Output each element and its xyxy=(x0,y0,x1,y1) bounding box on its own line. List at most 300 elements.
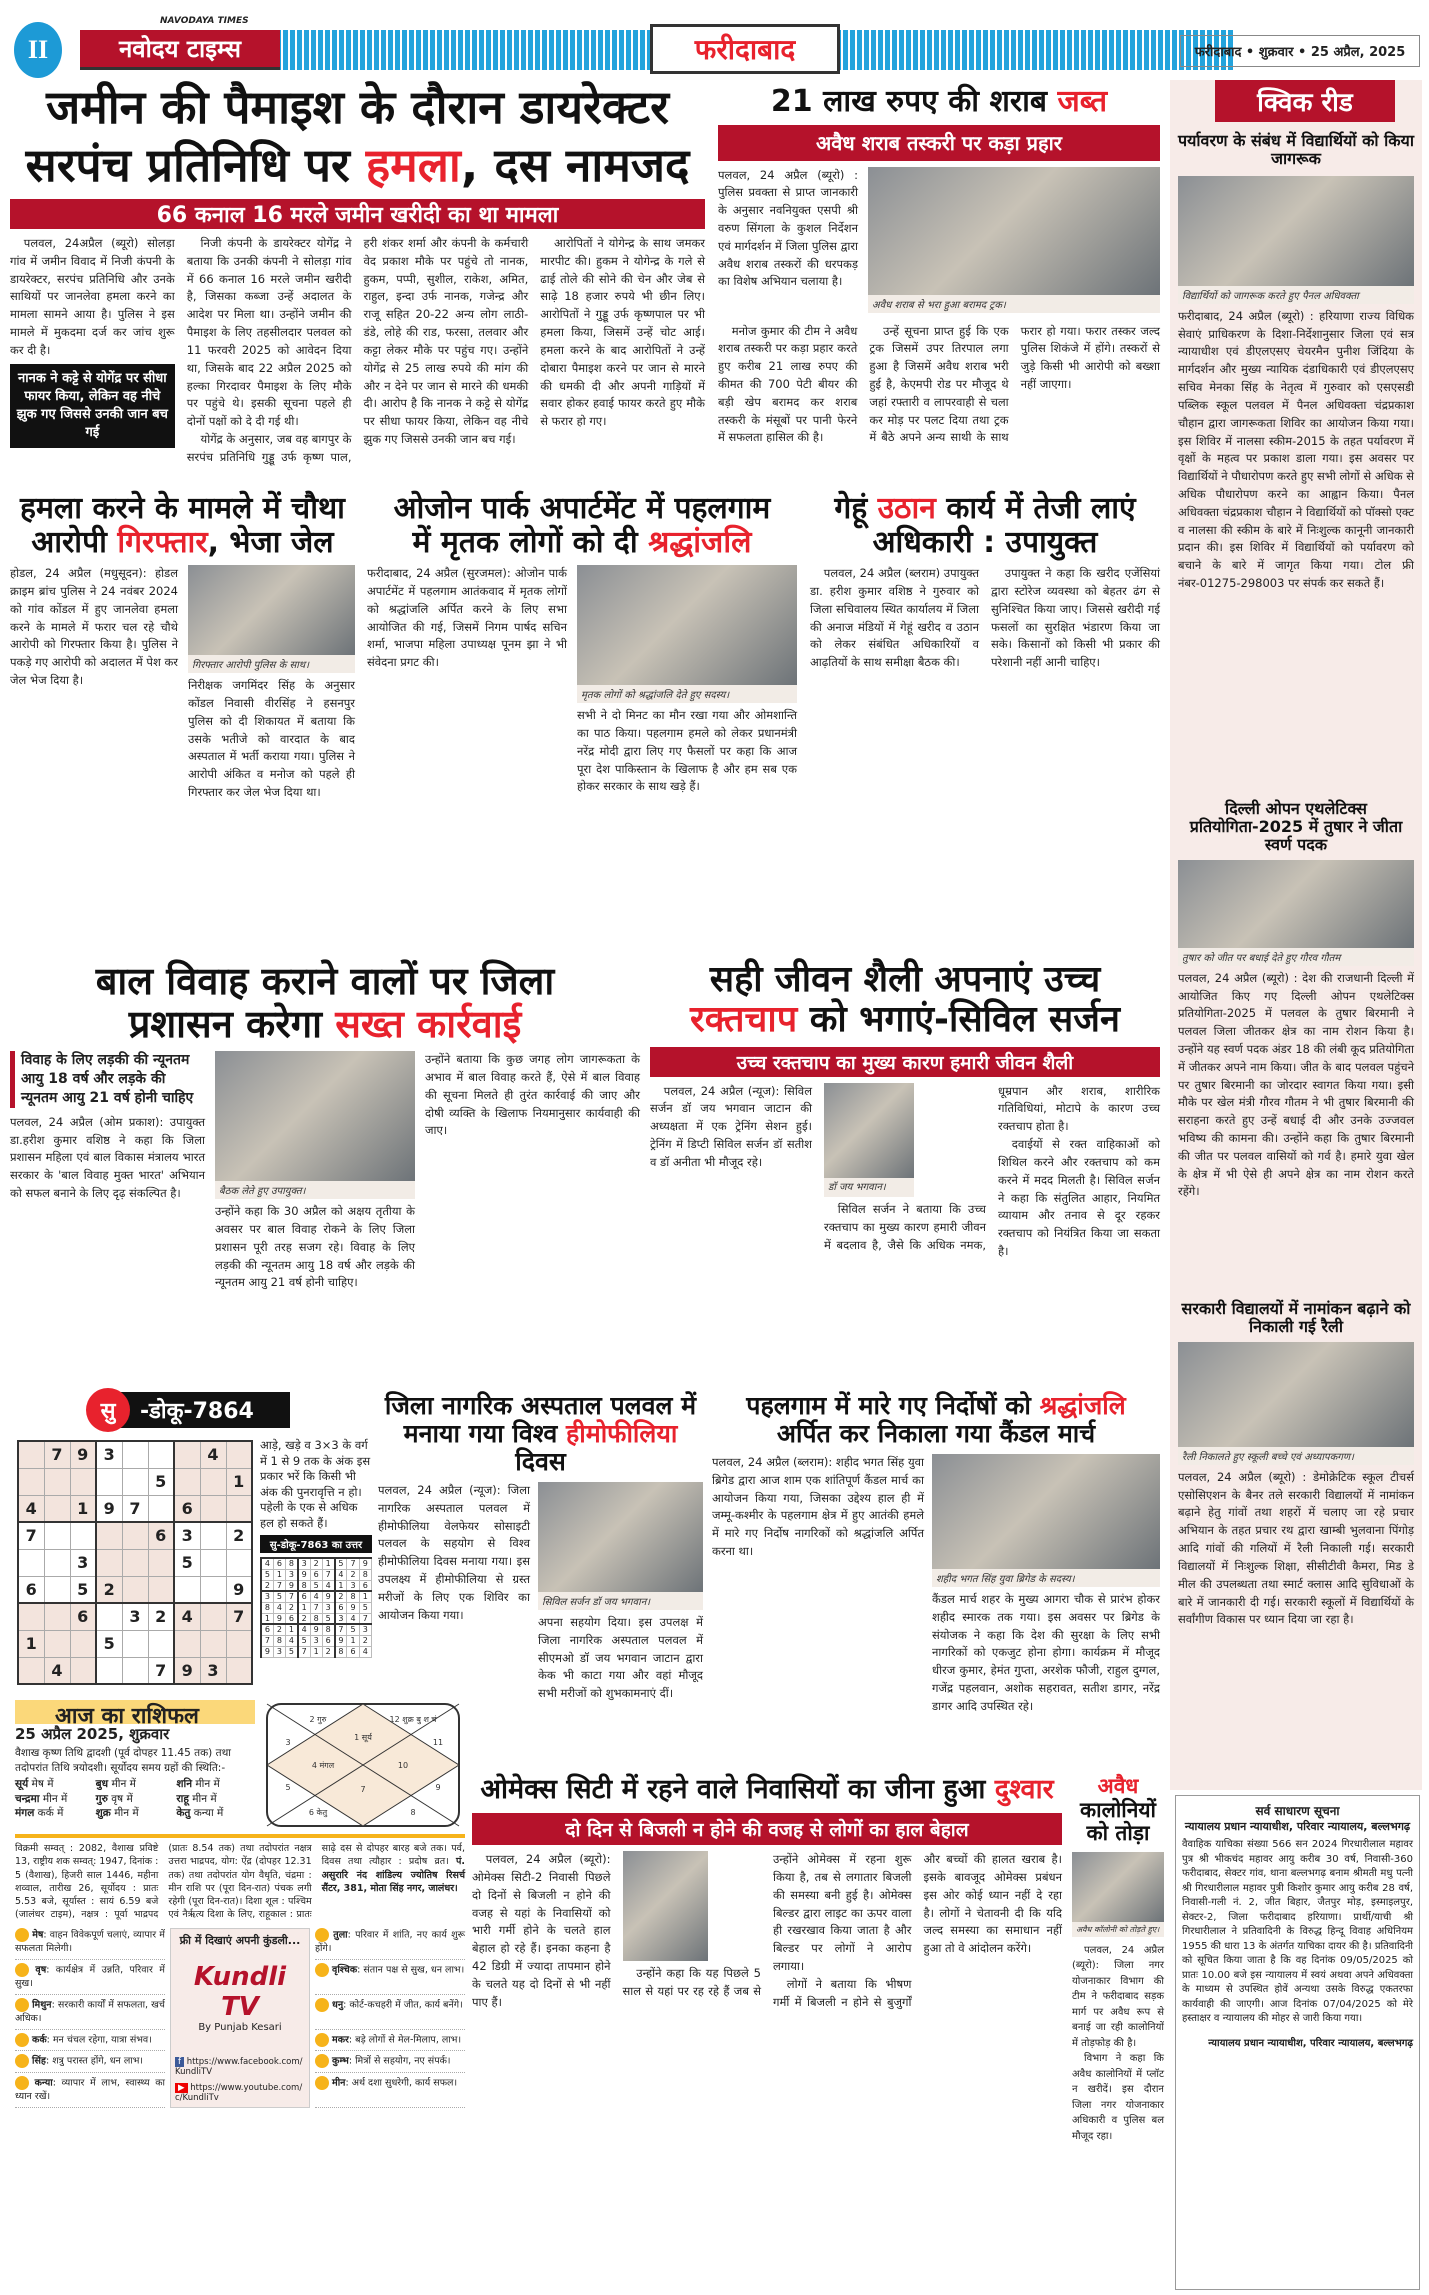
quick-item-body: फरीदाबाद, 24 अप्रैल (ब्यूरो) : हरियाणा राज्य विधिक सेवाएं प्राधिकरण के दिशा-निर्देशानुसार जिला एवं सत्र न्यायाधीश एवं डीएलएसए चेयरमैन पुनीश जिंदिया के मार्गदर्शन और मुख्य न्यायिक दंडाधिकारी एवं डीएलएसए सचिव मेनका सिंह के नेतृत्व में गुरुवार को एसएसडी पब्लिक स्कूल पलवल में पैनल अधिवक्ता चंद्रप्रकाश चौहान द्वारा जागरूकता शिविर का आयोजन किया गया। इस शिविर में नालसा स्कीम-2015 के तहत पर्यावरण में वृक्षों के महत्व पर प्रकाश डाला गया। इस अवसर पर विद्यार्थियों ने पौधारोपण करते हुए सभी लोगों से अधिक से अधिक पौधारोपण करने का आह्वान किया। पैनल अधिवक्ता चंद्रप्रकाश चौहान ने विद्यार्थियों को पॉक्सो एक्ट व नालसा की स्कीम के बारे में निःशुल्क कानूनी जानकारी प्रदान की। इस शिविर में विद्यार्थियों को पर्यावरण को बचाने के बारे में जागृत किया गया। टोल फ्री नंबर-01275-298003 पर संपर्क कर सकते हैं। xyxy=(1178,308,1414,590)
planet-position: शुक्र मीन में xyxy=(95,1806,139,1819)
solution-cell: 4 xyxy=(286,1635,298,1646)
sudoku-cell[interactable] xyxy=(18,1441,44,1468)
rashi-item: कर्क: मन चंचल रहेगा, यात्रा संभव। xyxy=(15,2033,165,2052)
sudoku-cell[interactable]: 1 xyxy=(18,1630,44,1657)
sudoku-cell[interactable] xyxy=(18,1657,44,1684)
liquor-headline: 21 लाख रुपए की शराब जब्त xyxy=(770,84,1108,119)
quick-item-headline: दिल्ली ओपन एथलेटिक्स प्रतियोगिता-2025 में तुषार ने जीता स्वर्ण पदक xyxy=(1189,799,1403,854)
sudoku-cell[interactable] xyxy=(44,1468,70,1495)
solution-cell: 9 xyxy=(359,1558,371,1569)
bp-body: पलवल, 24 अप्रैल (न्यूज): सिविल सर्जन डॉ जय भगवान जाटान की अध्यक्षता में एक ट्रेनिंग सेशन हुई। ट्रेनिंग में डिप्टी सिविल सर्जन डॉ सतीश व डॉ अनीता भी मौजूद रहे। डॉ जय भगवान। सिविल सर्जन ने बताया कि उच्च रक्तचाप का मुख्य कारण हमारी जीवन में बदलाव है, जैसे कि अधिक नमक, धूम्रपान और शराब, शारीरिक गतिविधियां, मोटापे के कारण उच्च रक्तचाप होता है। दवाईयों से रक्त वाहिकाओं को शिथिल करने और रक्तचाप को कम करने में मदद मिलती है। सिविल सर्जन ने कहा कि संतुलित आहार, नियमित व्यायाम और तनाव से दूर रहकर रक्तचाप को नियंत्रित किया जा सकता है। xyxy=(650,1083,1160,1258)
solution-cell: 2 xyxy=(310,1558,322,1569)
solution-cell: 8 xyxy=(298,1580,310,1591)
quick-item-body: पलवल, 24 अप्रैल (ब्यूरो) : डेमोक्रेटिक स्कूल टीचर्स एसोसिएशन के बैनर तले सरकारी विद्यालयों में नामांकन बढ़ाने हेतु गांवों तथा शहरों में चलाए जा रहे प्रचार अभियान के तहत प्रचार रथ द्वारा खाम्बी भुलवाना पिंगोड़ आदि गांवों की गलियों में रैली निकाली गई। सरकारी विद्यालयों में निःशुल्क शिक्षा, सीसीटीवी कैमरा, मिड डे मील की उपलब्धता तथा स्मार्ट क्लास आदि सुविधाओं के बारे में जानकारी दी गई। सरकारी स्कूलों में विद्यार्थियों के सर्वांगीण विकास पर ध्यान दिया जा रहा है। xyxy=(1178,1469,1414,1627)
solution-cell: 3 xyxy=(286,1569,298,1580)
colonies-headline: अवैध कालोनियों को तोड़ा xyxy=(1080,1774,1156,1846)
planet-position: गुरु वृष में xyxy=(95,1792,133,1805)
rashifal-date: 25 अप्रैल 2025, शुक्रवार xyxy=(15,1725,170,1743)
sudoku-cell[interactable]: 6 xyxy=(174,1495,200,1522)
candle-body-1: पलवल, 24 अप्रैल (ब्लराम): शहीद भगत सिंह युवा ब्रिगेड द्वारा आज शाम एक शांतिपूर्ण कैंडल मार्च का आयोजन किया गया, जिसका उद्देश्य हाल ही में जम्मू-कश्मीर के पहलगाम क्षेत्र में हुए आतंकी हमले में मारे गए निर्दोष नागरिकों को श्रद्धांजलि अर्पित करना था। xyxy=(712,1455,924,1559)
solution-cell: 3 xyxy=(261,1591,273,1602)
sudoku-cell[interactable]: 4 xyxy=(44,1657,70,1684)
page-number: II xyxy=(14,22,62,78)
solution-cell: 1 xyxy=(359,1591,371,1602)
solution-cell: 8 xyxy=(261,1602,273,1613)
solution-cell: 9 xyxy=(273,1613,285,1624)
solution-cell: 2 xyxy=(322,1646,334,1657)
solution-cell: 4 xyxy=(261,1558,273,1569)
sudoku-cell[interactable]: 6 xyxy=(148,1522,174,1549)
solution-cell: 6 xyxy=(335,1602,347,1613)
ad-brand: Kundli TV xyxy=(193,1961,287,2022)
zodiac-icon xyxy=(315,1963,329,1977)
quick-item-3 xyxy=(1178,1300,1414,1769)
ad-title: फ्री में दिखाएं अपनी कुंडली... xyxy=(179,1933,301,1947)
edition-city: फरीदाबाद xyxy=(650,24,840,74)
sudoku-cell[interactable] xyxy=(148,1549,174,1576)
liquor-body-1: पलवल, 24 अप्रैल (ब्यूरो) : पुलिस प्रवक्ता से प्राप्त जानकारी के अनुसार नवनियुक्त एसपी श्री वरुण सिंगला के कुशल निर्देशन एवं मार्गदर्शन में जिला पुलिस द्वारा अवैध शराब तस्करों की धरपकड़ का विशेष अभियान चलाया है। xyxy=(718,167,858,289)
sudoku-title: सु -डोकू-7864 xyxy=(100,1392,290,1428)
ozone-headline-1: ओजोन पार्क अपार्टमेंट में पहलगाम xyxy=(393,491,771,526)
child-marriage-body-2: उन्होंने कहा कि 30 अप्रैल को अक्षय तृतीया के अवसर पर बाल विवाह रोकने के लिए जिला प्रशासन पूरी तरह सजग रहे। विवाह के लिए लड़की की न्यूनतम आयु 18 वर्ष और लड़के की न्यूनतम आयु 21 वर्ष होनी चाहिए। xyxy=(215,1204,415,1290)
sudoku-cell[interactable] xyxy=(200,1495,226,1522)
youtube-icon: ▶ xyxy=(175,2083,188,2093)
zodiac-icon xyxy=(315,1928,329,1942)
planet-position: शनि मीन में xyxy=(176,1778,220,1791)
kundli-tv-ad[interactable] xyxy=(170,1928,310,2108)
rashi-item: कुम्भ: मित्रों से सहयोग, नए संपर्क। xyxy=(315,2054,465,2073)
arrest-body-1: होडल, 24 अप्रैल (मधुसूदन): होडल क्राइम ब्रांच पुलिस ने 24 नवंबर 2024 को गांव कोंडल में हुए जानलेवा हमला करने के मामले में फरार चल रहे चौथे आरोपी को गिरफ्तार किया है। पुलिस ने पकड़े गए आरोपी को अदालत में पेश कर जेल भेज दिया है। xyxy=(10,566,178,688)
meeting-photo xyxy=(215,1051,415,1181)
solution-cell: 7 xyxy=(347,1558,359,1569)
planet-position: राहू मीन में xyxy=(176,1792,217,1805)
quick-item-body: पलवल, 24 अप्रैल (ब्यूरो) : देश की राजधानी दिल्ली में आयोजित किए गए दिल्ली ओपन एथलेटिक्स प्रतियोगिता-2025 में पलवल के तुषार बिरमानी ने पलवल जिला जीतकर क्षेत्र का नाम रोशन किया है। उन्होंने यह स्वर्ण पदक अंडर 18 की लंबी कूद प्रतियोगिता में जीतकर अपने नाम किया। जीत के बाद पलवल पहुंचने पर तुषार बिरमानी का जोरदार स्वागत किया गया। इसी मौके पर खेल मंत्री गौरव गौतम ने भी तुषार बिरमानी की सराहना करते हुए उन्हें बधाई दी और उनके उज्जवल भविष्य की कामना की। उन्होंने कहा कि तुषार बिरमानी की जीत पर पलवल वासियों को गर्व है। हमारे युवा खेल के क्षेत्र में भी ऐसे ही अपने क्षेत्र का नाम रोशन करते रहेंगे। xyxy=(1178,970,1414,1199)
bp-subheadline: उच्च रक्तचाप का मुख्य कारण हमारी जीवन शैली xyxy=(650,1047,1160,1077)
solution-cell: 1 xyxy=(273,1569,285,1580)
colonies-caption: अवैध कॉलोनी को तोड़ते हुए। xyxy=(1072,1922,1164,1937)
solution-cell: 6 xyxy=(310,1569,322,1580)
solution-cell: 7 xyxy=(335,1624,347,1635)
solution-cell: 5 xyxy=(322,1613,334,1624)
candle-march-photo xyxy=(932,1454,1160,1569)
rashi-item: मकर: बड़े लोगों से मेल-मिलाप, लाभ। xyxy=(315,2033,465,2052)
solution-cell: 9 xyxy=(298,1569,310,1580)
sudoku-cell[interactable]: 5 xyxy=(96,1630,122,1657)
ozone-story xyxy=(367,492,797,947)
kundli-house-label: 7 xyxy=(360,1785,366,1794)
ad-facebook-link[interactable]: f https://www.facebook.com/KundliTV xyxy=(175,2056,303,2077)
kundli-house-label: 2 गुरु xyxy=(309,1715,327,1724)
sudoku-cell[interactable] xyxy=(122,1630,148,1657)
solution-cell: 5 xyxy=(335,1558,347,1569)
solution-cell: 2 xyxy=(273,1624,285,1635)
solution-cell: 1 xyxy=(310,1646,322,1657)
bp-story xyxy=(650,960,1160,1372)
sudoku-cell[interactable] xyxy=(18,1468,44,1495)
solution-cell: 3 xyxy=(310,1635,322,1646)
hospital-headline-1: जिला नागरिक अस्पताल पलवल में xyxy=(384,1391,697,1420)
solution-cell: 8 xyxy=(347,1591,359,1602)
sudoku-cell[interactable] xyxy=(44,1630,70,1657)
solution-cell: 8 xyxy=(310,1613,322,1624)
liquor-body-2: मनोज कुमार की टीम ने अवैध शराब तस्करी पर कड़ा प्रहार करते हुए करीब 21 लाख रुपए की कीमत की 700 पेटी बीयर की बड़ी खेप बरामद कर शराब तस्करी के मंसूबों पर पानी फेरने में सफलता हासिल की है। उन्हें सूचना प्राप्त हुई कि एक ट्रक जिसमें उपर तिरपाल लगा हुआ है जिसमें अवैध शराब भरी हुई है, केएमपी रोड पर मौजूद थे जहां रफ्तारी व लापरवाही से चला कर मोड़ पर पलट दिया तथा ट्रक में बैठे अपने अन्य साथी के साथ फरार हो गया। फरार तस्कर जल्द पुलिस शिकंजे में होंगे। तस्करों से जुड़े किसी भी आरोपी को बख्शा नहीं जाएगा। xyxy=(718,323,1160,445)
sudoku-cell[interactable]: 4 xyxy=(18,1495,44,1522)
solution-cell: 4 xyxy=(273,1602,285,1613)
solution-cell: 5 xyxy=(298,1635,310,1646)
wheat-body: पलवल, 24 अप्रैल (ब्लराम) उपायुक्त डा. हरीश कुमार वशिष्ठ ने गुरुवार को जिला सचिवालय स्थित कार्यालय में जिला की अनाज मंडियों में गेहूं खरीद व उठान को लेकर संबंधित अधिकारियों व आढ़तियों के साथ समीक्षा बैठक की। उपायुक्त ने कहा कि खरीद एजेंसियां द्वारा स्टोरेज व्यवस्था को बेहतर ढंग से सुनिश्चित किया जाए। जिससे खरीदी गई फसलों का सुरक्षित भंडारण किया जा सके। किसानों को किसी भी प्रकार की परेशानी नहीं आनी चाहिए। xyxy=(810,566,1160,670)
rashifal-divider xyxy=(15,1834,465,1838)
sudoku-cell[interactable] xyxy=(122,1657,148,1684)
sudoku-cell[interactable]: 5 xyxy=(70,1576,96,1603)
sudoku-cell[interactable] xyxy=(174,1441,200,1468)
quick-item-headline: पर्यावरण के संबंध में विद्यार्थियों को किया जागरूक xyxy=(1178,131,1414,168)
sudoku-solution-title: सु-डोकू-7863 का उत्तर xyxy=(260,1535,372,1553)
sudoku-cell[interactable] xyxy=(174,1576,200,1603)
sudoku-cell[interactable] xyxy=(226,1441,252,1468)
arrest-body-2: निरीक्षक जगमिंदर सिंह के अनुसार कोंडल निवासी वीरसिंह ने हसनपुर पुलिस को दी शिकायत में बताया कि उसके भतीजे को वारदात के बाद अस्पताल में भर्ती कराया गया। पुलिस ने आरोपी अंकित व मनोज को पहले ही गिरफ्तार कर जेल भेज दिया था। xyxy=(188,678,355,800)
rashi-item: मिथुन: सरकारी कार्यों में सफलता, खर्च अधिक। xyxy=(15,1998,165,2030)
solution-cell: 7 xyxy=(286,1591,298,1602)
rashi-item: धनु: कोर्ट-कचहरी में जीत, कार्य बनेंगे। xyxy=(315,1998,465,2030)
colonies-body: पलवल, 24 अप्रैल (ब्यूरो): जिला नगर योजनाकार विभाग की टीम ने फरीदाबाद सड़क मार्ग पर अवैध रूप से बनाई जा रही कालोनियों में तोड़फोड़ की है। विभाग ने कहा कि अवैध कालोनियों में प्लॉट न खरीदें। इस दौरान जिला नगर योजनाकार अधिकारी व पुलिस बल मौजूद रहा। xyxy=(1072,1944,1164,2142)
rashi-item: कन्या: व्यापार में लाभ, स्वास्थ्य का ध्यान रखें। xyxy=(15,2076,165,2108)
rashi-signs xyxy=(15,1928,465,2292)
notice-sign: न्यायालय प्रधान न्यायाधीश, परिवार न्यायालय, बल्लभगढ़ xyxy=(1208,2037,1413,2049)
sudoku-cell[interactable] xyxy=(148,1576,174,1603)
solution-cell: 4 xyxy=(298,1624,310,1635)
sudoku-cell[interactable] xyxy=(174,1468,200,1495)
hospital-body-1: पलवल, 24 अप्रैल (न्यूज): जिला नागरिक अस्पताल पलवल में हीमोफीलिया वेलफेयर सोसाइटी पलवल के सहयोग से विश्व हीमोफीलिया दिवस मनाया गया। इस उपलक्ष्य में हीमोफीलिया से ग्रस्त मरीजों के लिए एक शिविर का आयोजन किया गया। xyxy=(378,1483,530,1622)
sudoku-cell[interactable] xyxy=(200,1468,226,1495)
sudoku-cell[interactable]: 6 xyxy=(70,1603,96,1630)
students-photo xyxy=(1178,176,1414,286)
sudoku-cell[interactable]: 3 xyxy=(96,1441,122,1468)
zodiac-icon xyxy=(315,2033,329,2047)
solution-cell: 2 xyxy=(298,1613,310,1624)
rashifal-title: आज का राशिफल xyxy=(15,1700,255,1724)
sudoku-cell[interactable] xyxy=(122,1468,148,1495)
legal-notice xyxy=(1175,1795,1420,2290)
sudoku-cell[interactable] xyxy=(122,1522,148,1549)
zodiac-icon xyxy=(15,2033,29,2047)
sudoku-cell[interactable]: 3 xyxy=(200,1657,226,1684)
sudoku-cell[interactable]: 7 xyxy=(44,1441,70,1468)
child-marriage-caption: बैठक लेते हुए उपायुक्त। xyxy=(215,1181,415,1199)
sudoku-cell[interactable]: 3 xyxy=(70,1549,96,1576)
solution-cell: 4 xyxy=(335,1569,347,1580)
hospital-story xyxy=(378,1391,703,1701)
solution-cell: 2 xyxy=(261,1580,273,1591)
quick-read-title: क्विक रीड xyxy=(1215,80,1395,122)
solution-cell: 5 xyxy=(310,1580,322,1591)
solution-cell: 4 xyxy=(310,1591,322,1602)
rashi-item: तुला: परिवार में शांति, नए कार्य शुरू होंगे। xyxy=(315,1928,465,1960)
solution-cell: 5 xyxy=(273,1591,285,1602)
sudoku-cell[interactable] xyxy=(226,1549,252,1576)
sudoku-cell[interactable] xyxy=(200,1576,226,1603)
sudoku-cell[interactable]: 3 xyxy=(174,1522,200,1549)
kundli-house-label: 4 मंगल xyxy=(311,1761,335,1770)
solution-cell: 1 xyxy=(335,1580,347,1591)
sudoku-cell[interactable] xyxy=(44,1495,70,1522)
solution-cell: 6 xyxy=(273,1558,285,1569)
zodiac-icon xyxy=(315,2076,329,2090)
rashi-item: सिंह: शत्रु परास्त होंगे, धन लाभ। xyxy=(15,2054,165,2073)
child-marriage-side-quote: विवाह के लिए लड़की की न्यूनतम आयु 18 वर्ष और लड़के की न्यूनतम आयु 21 वर्ष होनी चाहिए xyxy=(10,1051,205,1108)
hospital-caption: सिविल सर्जन डॉ जय भगवान। xyxy=(538,1592,703,1610)
sudoku-cell[interactable] xyxy=(44,1603,70,1630)
kundli-house-label: 11 xyxy=(432,1738,444,1747)
sudoku-grid[interactable] xyxy=(17,1440,253,1685)
solution-cell: 9 xyxy=(335,1635,347,1646)
kundli-house-label: 1 सूर्य xyxy=(354,1733,372,1742)
zodiac-icon xyxy=(15,2076,29,2090)
tribute-photo xyxy=(577,565,797,685)
rashi-item: वृश्चिक: संतान पक्ष से सुख, धन लाभ। xyxy=(315,1963,465,1995)
resident-photo xyxy=(623,1851,708,1961)
liquor-subheadline: अवैध शराब तस्करी पर कड़ा प्रहार xyxy=(718,125,1160,161)
sudoku-cell[interactable] xyxy=(96,1468,122,1495)
zodiac-icon xyxy=(15,2054,29,2068)
panchang: विक्रमी सम्वत् : 2082, वैशाख प्रविष्टे 13, राष्ट्रीय शक सम्वत्: 1947, दिनांक : 5 (वैशाख), हिजरी साल 1446, महीना शव्वाल, तारीख 26, सूर्योदय : प्रातः 5.53 बजे, सूर्यास्त : सायं 6.59 बजे (जालंधर टाइम), नक्षत्र : पूर्वा भाद्रपद (प्रातः 8.54 तक) तथा तदोपरांत नक्षत्र उत्तरा भाद्रपद, योग: ऐंद्र (दोपहर 12.31 तक) तथा तदोपरांत योग वैधृति, चंद्रमा : मीन राशि पर (पूरा दिन-रात) पंचक लगी रहेगी (पूरा दिन-रात)। दिशा शूल : पश्चिम एवं नैर्ऋत्य दिशा के लिए, राहूकाल : प्रातः साढ़े दस से दोपहर बारह बजे तक। पर्व, दिवस तथा त्यौहार : प्रदोष व्रत। पं. असुरारि नंद शांडिल्य ज्योतिष रिसर्च सैंटर, 381, मोता सिंह नगर, जालंधर। xyxy=(15,1843,465,1921)
quick-item-caption: तुषार को जीत पर बधाई देते हुए गौरव गौतम xyxy=(1178,948,1414,966)
solution-cell: 8 xyxy=(359,1569,371,1580)
sudoku-cell[interactable]: 7 xyxy=(18,1522,44,1549)
sudoku-cell[interactable] xyxy=(226,1495,252,1522)
solution-cell: 1 xyxy=(298,1602,310,1613)
sudoku-cell[interactable]: 7 xyxy=(226,1603,252,1630)
ozone-body-2: सभी ने दो मिनट का मौन रखा गया और ओमशान्ति का पाठ किया। पहलगाम हमले को लेकर प्रधानमंत्री नरेंद्र मोदी द्वारा लिए गए फैसलों पर कहा कि आज पूरा देश पाकिस्तान के खिलाफ है और हम सब एक होकर सरकार के साथ खड़े हैं। xyxy=(577,708,797,794)
solution-cell: 7 xyxy=(298,1646,310,1657)
arrest-photo xyxy=(188,565,355,655)
notice-title: सर्व साधारण सूचना xyxy=(1255,1804,1340,1818)
sudoku-cell[interactable]: 5 xyxy=(148,1468,174,1495)
civil-surgeon-photo xyxy=(824,1083,914,1178)
sudoku-cell[interactable] xyxy=(70,1468,96,1495)
kundli-house-label: 9 xyxy=(435,1783,441,1792)
sudoku-cell[interactable] xyxy=(200,1522,226,1549)
ozone-headline-2: में मृतक लोगों को दी श्रद्धांजलि xyxy=(412,524,752,560)
rashi-item: मीन: अर्थ दशा सुधरेगी, कार्य सफल। xyxy=(315,2076,465,2108)
sudoku-cell[interactable] xyxy=(96,1549,122,1576)
truck-photo xyxy=(868,167,1160,295)
sudoku-cell[interactable] xyxy=(44,1576,70,1603)
sudoku-cell[interactable] xyxy=(70,1657,96,1684)
sudoku-cell[interactable]: 9 xyxy=(174,1657,200,1684)
lead-subheadline: 66 कनाल 16 मरले जमीन खरीदी का था मामला xyxy=(10,199,705,229)
sudoku-cell[interactable]: 5 xyxy=(174,1549,200,1576)
zodiac-icon xyxy=(315,2054,329,2068)
solution-cell: 3 xyxy=(347,1580,359,1591)
sudoku-cell[interactable]: 3 xyxy=(122,1603,148,1630)
planet-positions xyxy=(15,1777,257,1820)
ad-youtube-link[interactable]: ▶ https://www.youtube.com/c/KundliTv xyxy=(175,2082,303,2103)
sudoku-cell[interactable] xyxy=(96,1657,122,1684)
sudoku-cell[interactable] xyxy=(18,1549,44,1576)
colonies-story xyxy=(1072,1775,1164,2290)
sudoku-cell[interactable] xyxy=(18,1603,44,1630)
lead-pull-quote: नानक ने कट्टे से योगेंद्र पर सीधा फायर किया, लेकिन वह नीचे झुक गए जिससे उनकी जान बच गई xyxy=(10,364,175,449)
ozone-caption: मृतक लोगों को श्रद्धांजलि देते हुए सदस्य। xyxy=(577,685,797,703)
solution-cell: 3 xyxy=(359,1624,371,1635)
zodiac-icon xyxy=(15,1963,29,1977)
sudoku-cell[interactable]: 7 xyxy=(148,1657,174,1684)
candle-body-2: कैंडल मार्च शहर के मुख्य आगरा चौक से प्रारंभ होकर शहीद स्मारक तक गया। इस अवसर पर ब्रिगेड के संयोजक ने कहा कि देश की सुरक्षा के लिए सभी नागरिकों को एकजुट होना होगा। कार्यक्रम में मौजूद धीरज कुमार, हेमंत गुप्ता, अरशेक फौजी, राहुल दुग्गल, गजेंद्र पहलवान, अशोक सहरावत, सतीश डागर, नरेंद्र डागर आदि उपस्थित रहे। xyxy=(932,1592,1160,1713)
omax-headline: ओमेक्स सिटी में रहने वाले निवासियों का जीना हुआ दुश्वार xyxy=(480,1774,1054,1805)
solution-cell: 8 xyxy=(322,1624,334,1635)
sudoku-cell[interactable] xyxy=(44,1549,70,1576)
planet-position: केतु कन्या में xyxy=(176,1806,224,1819)
omax-story xyxy=(472,1775,1062,2290)
sudoku-instructions: आड़े, खड़े व 3×3 के वर्ग में 1 से 9 तक के अंक इस प्रकार भरें कि किसी भी अंक की पुनरावृत्ति न हो। पहेली के एक से अधिक हल हो सकते हैं। xyxy=(260,1438,371,1530)
solution-cell: 6 xyxy=(286,1613,298,1624)
solution-cell: 3 xyxy=(335,1613,347,1624)
sudoku-cell[interactable]: 9 xyxy=(70,1441,96,1468)
liquor-photo-caption: अवैध शराब से भरा हुआ बरामद ट्रक। xyxy=(868,295,1160,313)
rashifal-section xyxy=(15,1700,465,2292)
kundli-house-label: 5 xyxy=(285,1783,291,1792)
sudoku-cell[interactable] xyxy=(148,1495,174,1522)
solution-cell: 8 xyxy=(273,1635,285,1646)
quick-item-caption: विद्यार्थियों को जागरूक करते हुए पैनल अधिवक्ता xyxy=(1178,286,1414,304)
sudoku-cell[interactable] xyxy=(148,1441,174,1468)
hospital-headline-2: मनाया गया विश्व हीमोफीलिया दिवस xyxy=(403,1419,678,1476)
solution-cell: 6 xyxy=(359,1580,371,1591)
solution-cell: 6 xyxy=(261,1624,273,1635)
arrest-headline: हमला करने के मामले में चौथा आरोपी गिरफ्तार, भेजा जेल xyxy=(20,491,345,560)
sudoku-cell[interactable] xyxy=(200,1549,226,1576)
omax-subheadline: दो दिन से बिजली न होने की वजह से लोगों का हाल बेहाल xyxy=(472,1813,1062,1845)
sudoku-cell[interactable] xyxy=(122,1549,148,1576)
facebook-icon: f xyxy=(175,2057,184,2067)
sudoku-cell[interactable]: 9 xyxy=(226,1576,252,1603)
quick-item-2 xyxy=(1178,800,1414,1270)
sudoku-cell[interactable] xyxy=(96,1603,122,1630)
sudoku-cell[interactable] xyxy=(122,1576,148,1603)
ad-sub: By Punjab Kesari xyxy=(198,2021,282,2033)
solution-cell: 3 xyxy=(298,1558,310,1569)
solution-cell: 8 xyxy=(335,1646,347,1657)
zodiac-icon xyxy=(315,1998,329,2012)
sudoku-cell[interactable] xyxy=(174,1630,200,1657)
candle-headline-2: अर्पित कर निकाला गया कैंडल मार्च xyxy=(776,1419,1096,1448)
sudoku-cell[interactable] xyxy=(200,1603,226,1630)
rashi-item: वृष: कार्यक्षेत्र में उन्नति, परिवार में सुख। xyxy=(15,1963,165,1995)
kundli-house-label: 6 केतु xyxy=(308,1808,328,1817)
sudoku-cell[interactable]: 6 xyxy=(18,1576,44,1603)
planet-position: मंगल कर्क में xyxy=(15,1806,64,1819)
sudoku-cell[interactable] xyxy=(96,1522,122,1549)
omax-body: पलवल, 24 अप्रैल (ब्यूरो): ओमेक्स सिटी-2 निवासी पिछले दो दिनों से बिजली न होने की वजह से यहां के निवासियों को भारी गर्मी होने के चलते हाल बेहाल हो रहे हैं। इनका कहना है 42 डिग्री में ज्यादा तापमान होने के चलते यह दो दिनों से भी नहीं पाए हैं। उन्होंने कहा कि यह पिछले 5 साल से यहां पर रह रहे हैं जब से उन्होंने ओमेक्स में रहना शुरू किया है, तब से लगातार बिजली की समस्या बनी हुई है। ओमेक्स बिल्डर द्वारा लाइट का ऊपर वाला ही रखरखाव किया जाता है और बिल्डर पर लोगों ने आरोप लगाया। लोगों ने बताया कि भीषण गर्मी में बिजली न होने से बुजुर्गों और बच्चों की हालत खराब है। इसके बावजूद ओमेक्स प्रबंधन इस ओर कोई ध्यान नहीं दे रहा है। लोगों ने चेतावनी दी कि यदि जल्द समस्या का समाधान नहीं हुआ तो वे आंदोलन करेंगे। xyxy=(472,1852,1062,2009)
lead-headline-1: जमीन की पैमाइश के दौरान डायरेक्टर xyxy=(46,80,669,134)
child-marriage-body-1: पलवल, 24 अप्रैल (ओम प्रकाश): उपायुक्त डा.हरीश कुमार वशिष्ठ ने कहा कि जिला प्रशासन महिला एवं बाल विकास मंत्रालय भारत सरकार के 'बाल विवाह मुक्त भारत' अभियान को सफल बनाने के लिए दृढ़ संकल्पित है। xyxy=(10,1114,205,1201)
sudoku-cell[interactable] xyxy=(226,1657,252,1684)
solution-cell: 5 xyxy=(261,1569,273,1580)
rashi-item: मेष: वाहन विवेकपूर्ण चलाएं, व्यापार में सफलता मिलेगी। xyxy=(15,1928,165,1960)
kundli-house-label: 3 xyxy=(285,1738,291,1747)
solution-cell: 6 xyxy=(298,1591,310,1602)
planet-position: सूर्य मेष में xyxy=(15,1778,54,1791)
rally-photo xyxy=(1178,1342,1414,1447)
sudoku-cell[interactable]: 1 xyxy=(226,1468,252,1495)
quick-item-caption: रैली निकालते हुए स्कूली बच्चे एवं अध्यापकगण। xyxy=(1178,1447,1414,1465)
lead-body: पलवल, 24अप्रैल (ब्यूरो) सोलड़ा गांव में जमीन विवाद में निजी कंपनी के डायरेक्टर, सरपंच प्रतिनिधि और उनके साथियों पर जानलेवा हमला करने का मामला सामने आया है। पुलिस ने इस मामले में मुकदमा दर्ज कर जांच शुरू कर दी है। नानक ने कट्टे से योगेंद्र पर सीधा फायर किया, लेकिन वह नीचे झुक गए जिससे उनकी जान बच गई निजी कंपनी के डायरेक्टर योगेंद्र ने बताया कि उनकी कंपनी ने सोलड़ा गांव में 66 कनाल 16 मरले जमीन खरीदी है, जिसका कब्जा उन्हें अदालत के आदेश पर मिला था। उन्होंने जमीन की पैमाइश के लिए तहसीलदार पलवल को 11 फरवरी 2025 को आवेदन दिया था, जिसके बाद 22 अप्रैल 2025 को हल्का गिरदावर पैमाइश के लिए मौके पर पहुंचे थे। इसकी सूचना पहले ही दोनों पक्षों को दे दी गई थी। योगेंद्र के अनुसार, जब वह बागपुर के सरपंच प्रतिनिधि गुड्डू उर्फ कृष्ण पाल, हरी शंकर शर्मा और कंपनी के कर्मचारी वेद प्रकाश मौके पर पहुंचे तो नानक, हुकम, पप्पी, सुशील, राकेश, अमित, राहुल, इन्दा उर्फ नानक, गजेन्द्र और राजू सहित 20-22 अन्य लोग लाठी-डंडे, लोहे की राड, फरसा, तलवार और कट्टा लेकर मौके पर पहुंच गए। उन्होंने योगेंद्र से 25 लाख रुपये की मांग की और न देने पर जान से मारने की धमकी दी। आरोप है कि नानक ने कट्टे से योगेंद्र पर सीधा फायर किया, लेकिन वह नीचे झुक गए जिससे उनकी जान बच गई। आरोपितों ने योगेन्द्र के साथ जमकर मारपीट की। हुकम ने योगेन्द्र के गले से ढाई तोले की सोने की चेन और जेब से साढ़े 18 हजार रुपये भी छीन लिए। आरोपितों ने गुड्डू उर्फ कृष्णपाल पर भी हमला किया, जिसमें उन्हें चोट आई। हमला करने के बाद आरोपितों ने उन्हें दोबारा पैमाइश करने पर जान से मारने की धमकी दी और अपनी गाड़ियों में सवार होकर हवाई फायर करते हुए मौके से फरार हो गए। xyxy=(10,236,705,464)
child-marriage-story xyxy=(10,960,640,1372)
child-marriage-headline-1: बाल विवाह कराने वालों पर जिला xyxy=(95,959,555,1003)
sudoku-cell[interactable] xyxy=(200,1630,226,1657)
rashifal-tithi: वैशाख कृष्ण तिथि द्वादशी (पूर्व दोपहर 11.45 तक) तथा तदोपरांत तिथि त्रयोदशी। सूर्योदय समय ग्रहों की स्थिति:- xyxy=(15,1747,231,1774)
sudoku-cell[interactable] xyxy=(70,1522,96,1549)
solution-cell: 4 xyxy=(322,1580,334,1591)
solution-cell: 9 xyxy=(261,1646,273,1657)
kundli-house-label: 8 xyxy=(410,1808,416,1817)
solution-cell: 9 xyxy=(310,1624,322,1635)
sudoku-cell[interactable]: 2 xyxy=(96,1576,122,1603)
solution-cell: 6 xyxy=(347,1646,359,1657)
solution-cell: 8 xyxy=(286,1558,298,1569)
solution-cell: 7 xyxy=(273,1580,285,1591)
solution-cell: 3 xyxy=(273,1646,285,1657)
solution-cell: 1 xyxy=(322,1558,334,1569)
sudoku-side xyxy=(260,1438,372,1658)
planet-position: चन्द्रमा मीन में xyxy=(15,1792,68,1805)
solution-cell: 2 xyxy=(286,1602,298,1613)
wheat-story xyxy=(810,492,1160,947)
sudoku-cell[interactable]: 1 xyxy=(70,1495,96,1522)
quick-item-1 xyxy=(1178,132,1414,778)
sudoku-cell[interactable]: 4 xyxy=(174,1603,200,1630)
sudoku-cell[interactable]: 9 xyxy=(96,1495,122,1522)
kundli-house-label: 10 xyxy=(397,1761,409,1770)
solution-cell: 7 xyxy=(359,1613,371,1624)
hospital-photo xyxy=(538,1482,703,1592)
sudoku-cell[interactable]: 2 xyxy=(148,1603,174,1630)
planet-position: बुध मीन में xyxy=(95,1778,136,1791)
kundli-house-label: 12 शुक्र बु श चं xyxy=(389,1715,437,1724)
solution-cell: 9 xyxy=(347,1602,359,1613)
solution-cell: 4 xyxy=(359,1646,371,1657)
sudoku-cell[interactable] xyxy=(148,1630,174,1657)
sudoku-cell[interactable]: 7 xyxy=(122,1495,148,1522)
bp-caption: डॉ जय भगवान। xyxy=(824,1178,914,1198)
solution-cell: 6 xyxy=(322,1635,334,1646)
candle-story xyxy=(712,1391,1160,1713)
sudoku-cell[interactable] xyxy=(226,1630,252,1657)
demolition-photo xyxy=(1072,1852,1164,1922)
kundli-chart xyxy=(263,1700,463,1830)
dateline: फरीदाबाद • शुक्रवार • 25 अप्रैल, 2025 xyxy=(1180,35,1420,67)
solution-cell: 5 xyxy=(359,1602,371,1613)
arrest-story xyxy=(10,492,355,947)
ozone-body-1: फरीदाबाद, 24 अप्रैल (सुरजमल): ओजोन पार्क अपार्टमेंट में पहलगाम आतंकवाद में मृतक लोगों को श्रद्धांजलि अर्पित करने के लिए सभा आयोजित की गई, जिसमें निगम पार्षद सचिन शर्मा, भाजपा महिला उपाध्यक्ष पूनम झा ने भी संवेदना प्रगट की। xyxy=(367,566,567,670)
solution-cell: 2 xyxy=(347,1569,359,1580)
solution-cell: 9 xyxy=(322,1591,334,1602)
solution-cell: 2 xyxy=(335,1591,347,1602)
sudoku-cell[interactable]: 4 xyxy=(200,1441,226,1468)
arrest-caption: गिरफ्तार आरोपी पुलिस के साथ। xyxy=(188,655,355,673)
solution-cell: 7 xyxy=(322,1569,334,1580)
bp-headline-2: रक्तचाप को भगाएं-सिविल सर्जन xyxy=(690,999,1120,1041)
solution-cell: 5 xyxy=(347,1624,359,1635)
sudoku-cell[interactable] xyxy=(70,1630,96,1657)
sudoku-cell[interactable] xyxy=(122,1441,148,1468)
sudoku-cell[interactable] xyxy=(44,1522,70,1549)
lead-story xyxy=(10,82,705,482)
sudoku-cell[interactable]: 2 xyxy=(226,1522,252,1549)
bp-headline-1: सही जीवन शैली अपनाएं उच्च xyxy=(709,959,1101,1000)
solution-cell: 1 xyxy=(261,1613,273,1624)
notice-body: वैवाहिक याचिका संख्या 566 सन 2024 गिरधारीलाल महावर पुत्र श्री भीकचंद महावर आयु करीब 30 वर्ष, निवासी-360 फरीदाबाद, सेक्टर गांव, थाना बल्लभगढ़ बनाम श्रीमती मधु पत्नी श्री गिरधारीलाल महावर पुत्री किशोर कुमार आयु करीब 28 वर्ष, निवासी-गली नं. 2, जीत बिहार, जैतपुर मोड़, इस्माइलपुर, सेक्टर-2, जिला फरीदाबाद हरियाणा। प्रार्थी/याची श्री गिरधारीलाल ने प्रतिवादिनी के विरुद्ध हिन्दू विवाह अधिनियम 1955 की धारा 13 के अंतर्गत याचिका दायर की है। प्रतिवादिनी को सूचित किया जाता है कि वह दिनांक 09/05/2025 को प्रातः 10.00 बजे इस न्यायालय में स्वयं अथवा अपने अधिवक्ता के माध्यम से उपस्थित होवें अन्यथा उसके विरुद्ध एकतरफा कार्यवाही की जाएगी। आज दिनांक 07/04/2025 को मेरे हस्ताक्षर व न्यायालय की मोहर से जारी किया गया। xyxy=(1182,1839,1413,2024)
